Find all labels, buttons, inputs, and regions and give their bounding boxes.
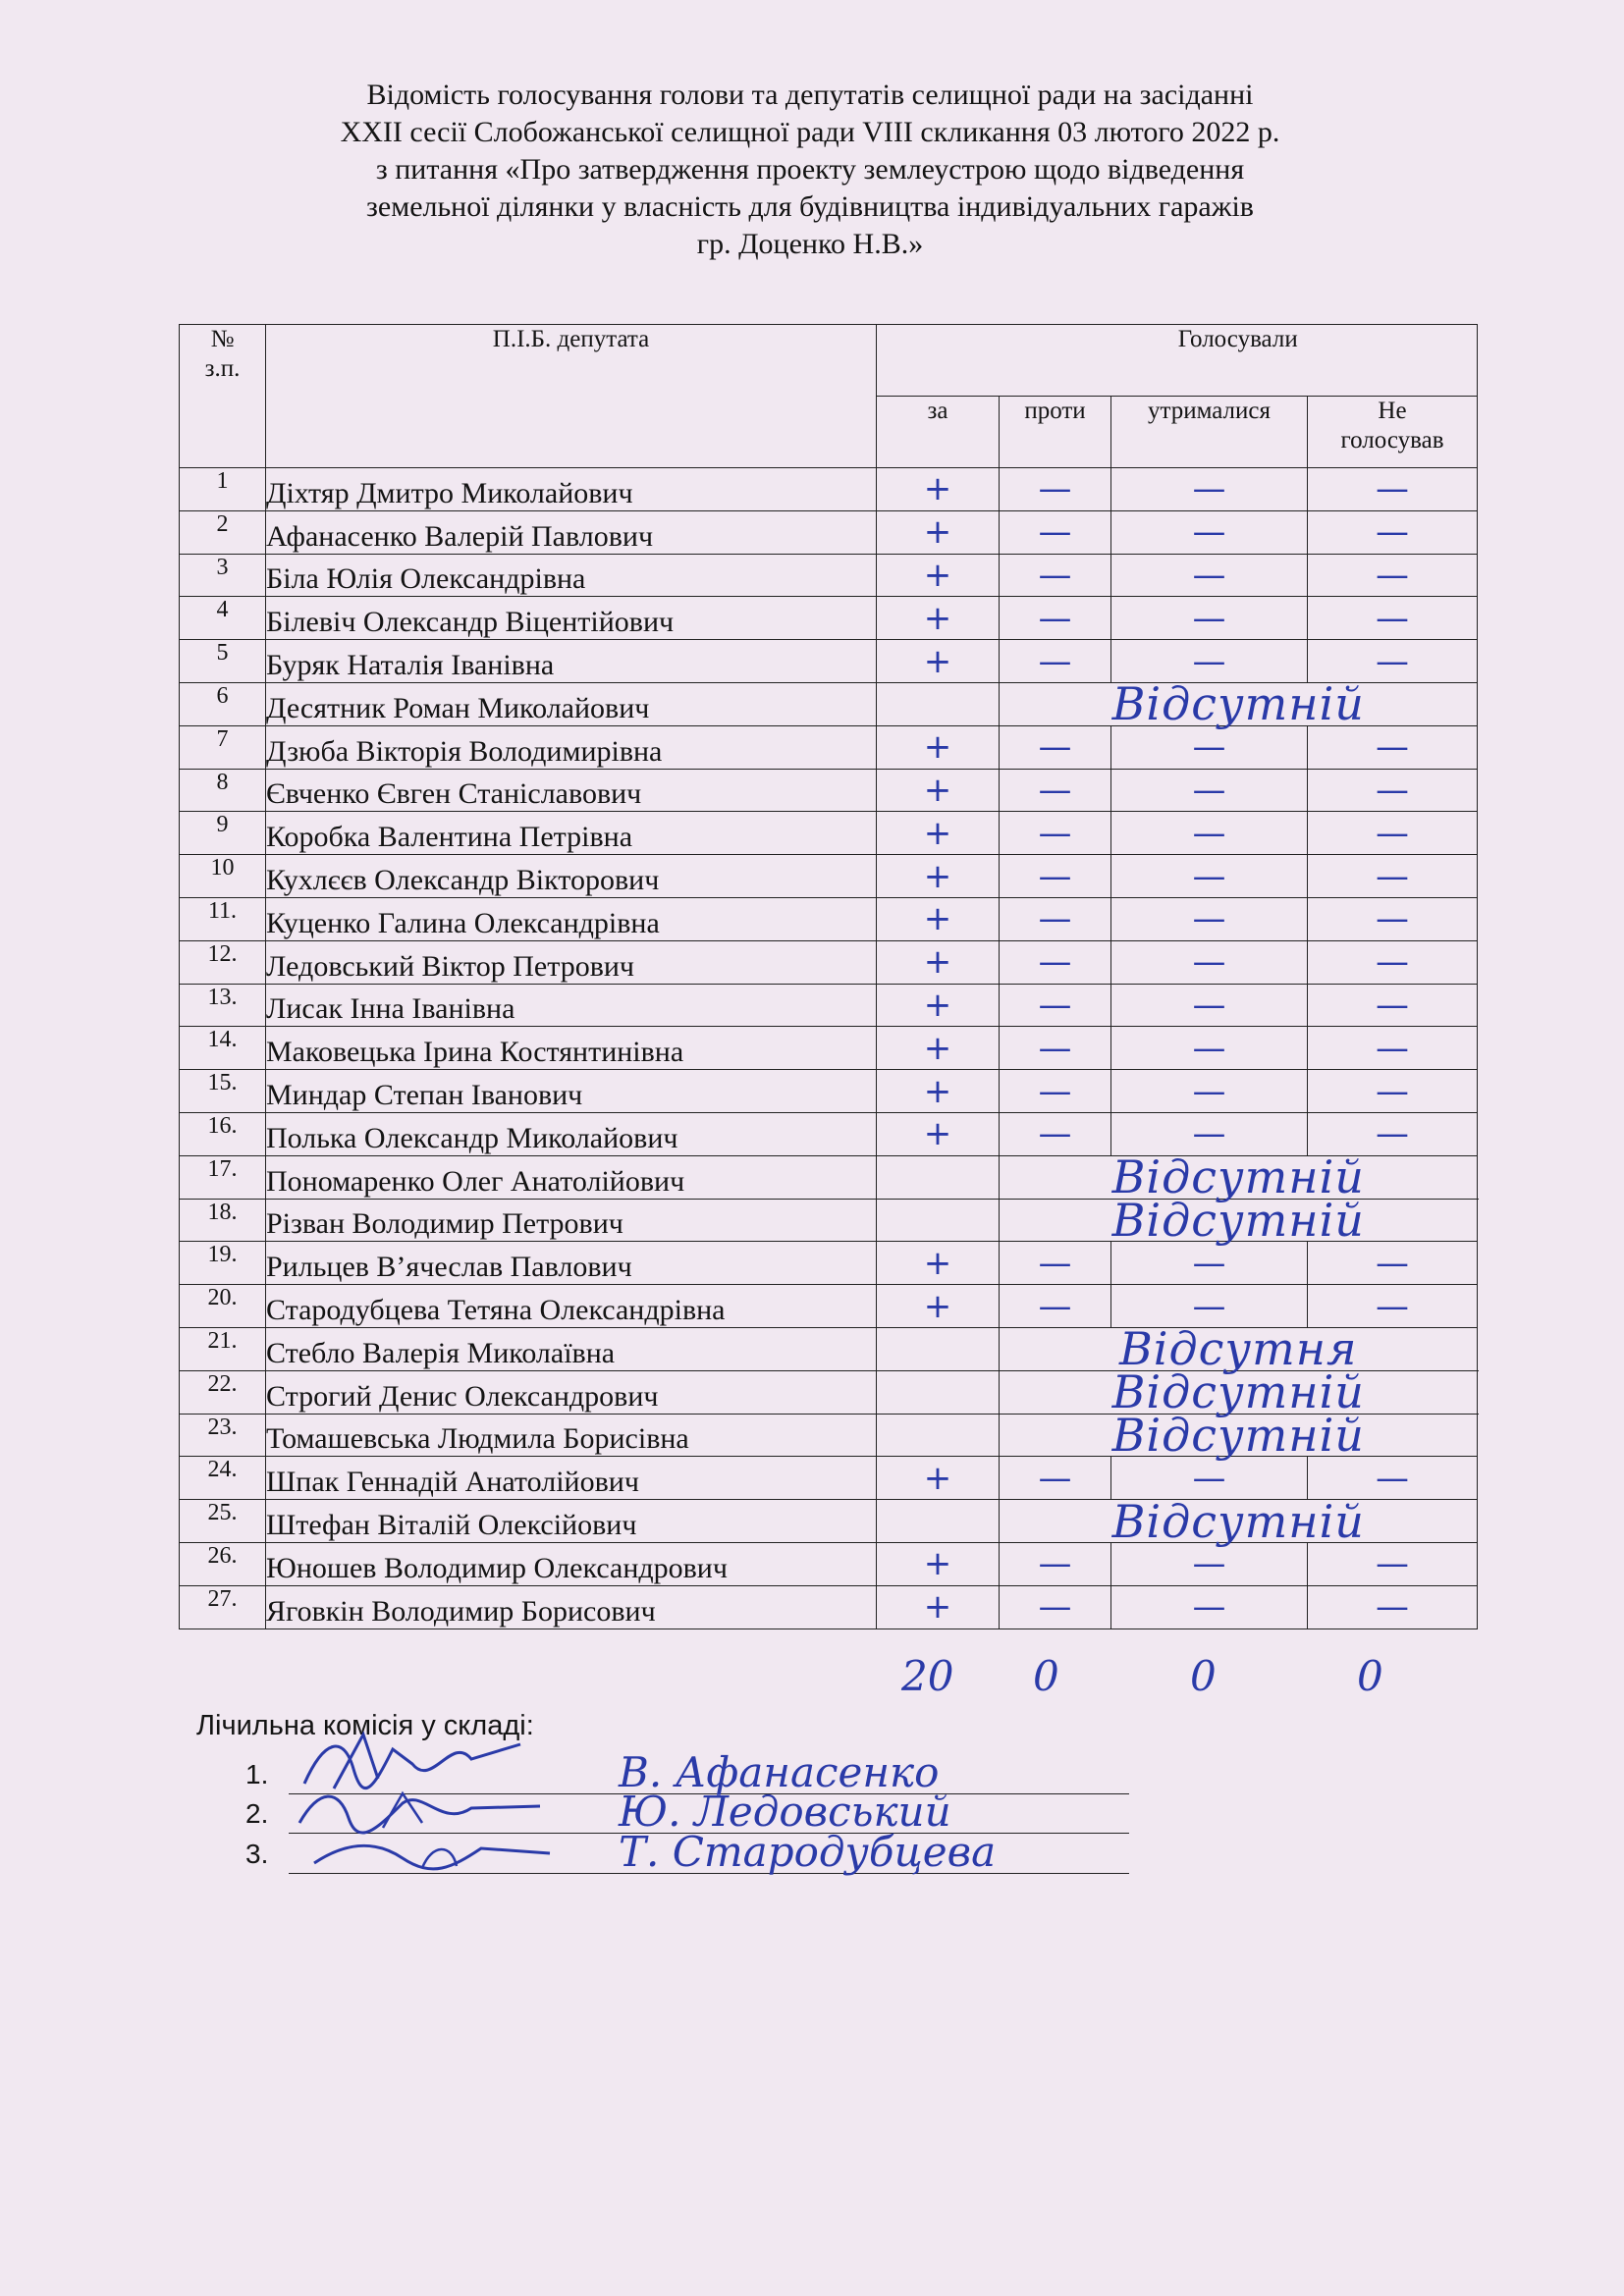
vote-for-cell <box>877 682 1000 725</box>
vote-abstain-cell: — <box>1111 897 1308 940</box>
row-number: 9 <box>180 812 266 855</box>
vote-abstain-cell: — <box>1111 1585 1308 1629</box>
deputy-name: Діхтяр Дмитро Миколайович <box>266 468 877 511</box>
vote-against-cell: — <box>1000 1457 1111 1500</box>
member-number: 1. <box>245 1759 269 1789</box>
row-number: 19. <box>180 1242 266 1285</box>
total-for: 20 <box>901 1652 954 1700</box>
row-number: 4 <box>180 597 266 640</box>
deputy-name: Десятник Роман Миколайович <box>266 682 877 725</box>
vote-abstain-cell: — <box>1111 1027 1308 1070</box>
vote-for-cell: + <box>877 725 1000 769</box>
commission-member <box>245 1828 1129 1878</box>
deputy-name: Буряк Наталія Іванівна <box>266 640 877 683</box>
vote-for-cell: + <box>877 597 1000 640</box>
vote-novote-cell: — <box>1308 1585 1478 1629</box>
header-abstain: утрималися <box>1111 397 1308 468</box>
row-number: 25. <box>180 1500 266 1543</box>
vote-for-cell <box>877 1370 1000 1414</box>
deputy-name: Стебло Валерія Миколаївна <box>266 1327 877 1370</box>
table-row <box>180 1112 1478 1155</box>
row-number: 6 <box>180 682 266 725</box>
vote-against-cell: — <box>1000 940 1111 984</box>
absent-note: Відсутній <box>1000 682 1478 725</box>
deputy-name: Євченко Євген Станіславович <box>266 769 877 812</box>
table-row <box>180 510 1478 554</box>
deputy-name: Кухлєєв Олександр Вікторович <box>266 855 877 898</box>
vote-against-cell: — <box>1000 1027 1111 1070</box>
vote-against-cell: — <box>1000 984 1111 1027</box>
vote-abstain-cell: — <box>1111 812 1308 855</box>
vote-against-cell: — <box>1000 897 1111 940</box>
row-number: 21. <box>180 1327 266 1370</box>
deputy-name: Лисак Інна Іванівна <box>266 984 877 1027</box>
vote-against-cell: — <box>1000 1112 1111 1155</box>
deputy-name: Коробка Валентина Петрівна <box>266 812 877 855</box>
row-number: 7 <box>180 725 266 769</box>
header-empty <box>877 325 1000 397</box>
row-number: 16. <box>180 1112 266 1155</box>
vote-novote-cell: — <box>1308 769 1478 812</box>
header-voted: Голосували <box>1000 325 1478 397</box>
signature-scribble <box>285 1829 579 1878</box>
member-number: 3. <box>245 1839 269 1869</box>
vote-against-cell: — <box>1000 1542 1111 1585</box>
table-row <box>180 554 1478 597</box>
vote-novote-cell: — <box>1308 510 1478 554</box>
vote-against-cell: — <box>1000 855 1111 898</box>
vote-against-cell: — <box>1000 1585 1111 1629</box>
table-row <box>180 1457 1478 1500</box>
vote-for-cell: + <box>877 1070 1000 1113</box>
header-number: № з.п. <box>180 325 266 468</box>
vote-abstain-cell: — <box>1111 468 1308 511</box>
row-number: 24. <box>180 1457 266 1500</box>
member-name: Т. Стародубцева <box>619 1828 997 1876</box>
vote-totals <box>0 1652 1624 1701</box>
vote-novote-cell: — <box>1308 725 1478 769</box>
vote-against-cell: — <box>1000 640 1111 683</box>
vote-for-cell: + <box>877 1112 1000 1155</box>
vote-for-cell: + <box>877 1457 1000 1500</box>
absent-note: Відсутній <box>1000 1155 1478 1199</box>
table-row <box>180 640 1478 683</box>
deputy-name: Куценко Галина Олександрівна <box>266 897 877 940</box>
vote-for-cell <box>877 1500 1000 1543</box>
vote-abstain-cell: — <box>1111 1242 1308 1285</box>
header-name: П.І.Б. депутата <box>266 325 877 468</box>
vote-for-cell: + <box>877 554 1000 597</box>
deputy-name: Дзюба Вікторія Володимирівна <box>266 725 877 769</box>
deputy-name: Біла Юлія Олександрівна <box>266 554 877 597</box>
absent-note: Відсутній <box>1000 1500 1478 1543</box>
row-number: 1 <box>180 468 266 511</box>
deputy-name: Білевіч Олександр Віцентійович <box>266 597 877 640</box>
member-number: 2. <box>245 1798 269 1829</box>
title-line: XXII сесії Слобожанської селищної ради VIII скликання 03 лютого 2022 р. <box>340 116 1280 148</box>
table-row <box>180 897 1478 940</box>
table-row <box>180 597 1478 640</box>
deputy-name: Штефан Віталій Олексійович <box>266 1500 877 1543</box>
vote-novote-cell: — <box>1308 1112 1478 1155</box>
vote-novote-cell: — <box>1308 855 1478 898</box>
vote-novote-cell: — <box>1308 640 1478 683</box>
deputy-name: Миндар Степан Іванович <box>266 1070 877 1113</box>
table-row <box>180 1027 1478 1070</box>
vote-against-cell: — <box>1000 510 1111 554</box>
row-number: 22. <box>180 1370 266 1414</box>
vote-abstain-cell: — <box>1111 1070 1308 1113</box>
absent-note: Відсутній <box>1000 1414 1478 1457</box>
deputy-name: Яговкін Володимир Борисович <box>266 1585 877 1629</box>
deputy-name: Полька Олександр Миколайович <box>266 1112 877 1155</box>
vote-abstain-cell: — <box>1111 597 1308 640</box>
vote-for-cell: + <box>877 1027 1000 1070</box>
commission-title: Лічильна комісія у складі: <box>196 1710 534 1741</box>
deputy-name: Різван Володимир Петрович <box>266 1199 877 1242</box>
vote-novote-cell: — <box>1308 468 1478 511</box>
row-number: 10 <box>180 855 266 898</box>
member-name: В. Афанасенко <box>619 1748 940 1796</box>
vote-for-cell: + <box>877 1542 1000 1585</box>
table-row <box>180 1285 1478 1328</box>
title-line: Відомість голосування голови та депутатів селищної ради на засіданні <box>366 79 1254 111</box>
vote-novote-cell: — <box>1308 597 1478 640</box>
deputy-name: Рильцев В’ячеслав Павлович <box>266 1242 877 1285</box>
header-against: проти <box>1000 397 1111 468</box>
deputy-name: Юношев Володимир Олександрович <box>266 1542 877 1585</box>
vote-for-cell: + <box>877 1585 1000 1629</box>
title-line: земельної ділянки у власність для будівництва індивідуальних гаражів <box>366 190 1254 223</box>
absent-note: Відсутній <box>1000 1199 1478 1242</box>
row-number: 2 <box>180 510 266 554</box>
total-novote: 0 <box>1357 1652 1383 1700</box>
vote-novote-cell: — <box>1308 1027 1478 1070</box>
deputy-name: Стародубцева Тетяна Олександрівна <box>266 1285 877 1328</box>
total-against: 0 <box>1033 1652 1059 1700</box>
row-number: 27. <box>180 1585 266 1629</box>
row-number: 13. <box>180 984 266 1027</box>
table-row <box>180 855 1478 898</box>
vote-against-cell: — <box>1000 1285 1111 1328</box>
vote-for-cell: + <box>877 510 1000 554</box>
deputy-name: Строгий Денис Олександрович <box>266 1370 877 1414</box>
vote-for-cell: + <box>877 1285 1000 1328</box>
table-row <box>180 812 1478 855</box>
vote-abstain-cell: — <box>1111 984 1308 1027</box>
vote-abstain-cell: — <box>1111 1285 1308 1328</box>
table-row <box>180 1242 1478 1285</box>
header-for: за <box>877 397 1000 468</box>
deputy-name: Шпак Геннадій Анатолійович <box>266 1457 877 1500</box>
vote-for-cell: + <box>877 897 1000 940</box>
vote-abstain-cell: — <box>1111 1112 1308 1155</box>
vote-for-cell: + <box>877 984 1000 1027</box>
table-row <box>180 1414 1478 1457</box>
vote-for-cell: + <box>877 812 1000 855</box>
vote-for-cell <box>877 1414 1000 1457</box>
vote-for-cell: + <box>877 855 1000 898</box>
vote-for-cell <box>877 1155 1000 1199</box>
vote-for-cell: + <box>877 640 1000 683</box>
table-row <box>180 984 1478 1027</box>
vote-abstain-cell: — <box>1111 725 1308 769</box>
table-row <box>180 1155 1478 1199</box>
vote-novote-cell: — <box>1308 940 1478 984</box>
table-row <box>180 1327 1478 1370</box>
vote-novote-cell: — <box>1308 1242 1478 1285</box>
row-number: 11. <box>180 897 266 940</box>
deputy-name: Пономаренко Олег Анатолійович <box>266 1155 877 1199</box>
vote-for-cell: + <box>877 940 1000 984</box>
vote-abstain-cell: — <box>1111 769 1308 812</box>
vote-novote-cell: — <box>1308 1542 1478 1585</box>
table-row <box>180 1199 1478 1242</box>
vote-for-cell <box>877 1327 1000 1370</box>
row-number: 26. <box>180 1542 266 1585</box>
table-row <box>180 1070 1478 1113</box>
table-row <box>180 468 1478 511</box>
member-name: Ю. Ледовський <box>619 1788 951 1836</box>
vote-novote-cell: — <box>1308 1285 1478 1328</box>
deputy-name: Ледовський Віктор Петрович <box>266 940 877 984</box>
table-row <box>180 940 1478 984</box>
vote-against-cell: — <box>1000 468 1111 511</box>
voting-table <box>179 324 1478 1629</box>
vote-abstain-cell: — <box>1111 1457 1308 1500</box>
absent-note: Відсутній <box>1000 1370 1478 1414</box>
vote-against-cell: — <box>1000 812 1111 855</box>
vote-abstain-cell: — <box>1111 855 1308 898</box>
vote-for-cell: + <box>877 468 1000 511</box>
row-number: 12. <box>180 940 266 984</box>
document-title <box>196 77 1424 263</box>
header-novote: Не голосував <box>1308 397 1478 468</box>
row-number: 17. <box>180 1155 266 1199</box>
vote-abstain-cell: — <box>1111 554 1308 597</box>
vote-abstain-cell: — <box>1111 1542 1308 1585</box>
deputy-name: Маковецька Ірина Костянтинівна <box>266 1027 877 1070</box>
vote-against-cell: — <box>1000 554 1111 597</box>
absent-note: Відсутня <box>1000 1327 1478 1370</box>
vote-novote-cell: — <box>1308 1457 1478 1500</box>
vote-novote-cell: — <box>1308 984 1478 1027</box>
table-row <box>180 1585 1478 1629</box>
vote-novote-cell: — <box>1308 1070 1478 1113</box>
table-row <box>180 1500 1478 1543</box>
row-number: 5 <box>180 640 266 683</box>
deputy-name: Афанасенко Валерій Павлович <box>266 510 877 554</box>
vote-novote-cell: — <box>1308 812 1478 855</box>
vote-novote-cell: — <box>1308 897 1478 940</box>
vote-against-cell: — <box>1000 597 1111 640</box>
vote-for-cell <box>877 1199 1000 1242</box>
vote-abstain-cell: — <box>1111 940 1308 984</box>
row-number: 14. <box>180 1027 266 1070</box>
table-row <box>180 1370 1478 1414</box>
vote-against-cell: — <box>1000 725 1111 769</box>
title-line: гр. Доценко Н.В.» <box>696 228 924 260</box>
row-number: 8 <box>180 769 266 812</box>
vote-abstain-cell: — <box>1111 510 1308 554</box>
row-number: 23. <box>180 1414 266 1457</box>
row-number: 20. <box>180 1285 266 1328</box>
vote-against-cell: — <box>1000 1242 1111 1285</box>
table-row <box>180 769 1478 812</box>
total-abstain: 0 <box>1190 1652 1217 1700</box>
deputy-name: Томашевська Людмила Борисівна <box>266 1414 877 1457</box>
table-row <box>180 1542 1478 1585</box>
vote-abstain-cell: — <box>1111 640 1308 683</box>
vote-for-cell: + <box>877 1242 1000 1285</box>
row-number: 15. <box>180 1070 266 1113</box>
vote-for-cell: + <box>877 769 1000 812</box>
row-number: 3 <box>180 554 266 597</box>
vote-against-cell: — <box>1000 769 1111 812</box>
row-number: 18. <box>180 1199 266 1242</box>
table-row <box>180 725 1478 769</box>
table-row <box>180 682 1478 725</box>
vote-against-cell: — <box>1000 1070 1111 1113</box>
vote-novote-cell: — <box>1308 554 1478 597</box>
title-line: з питання «Про затвердження проекту землеустрою щодо відведення <box>375 153 1245 186</box>
